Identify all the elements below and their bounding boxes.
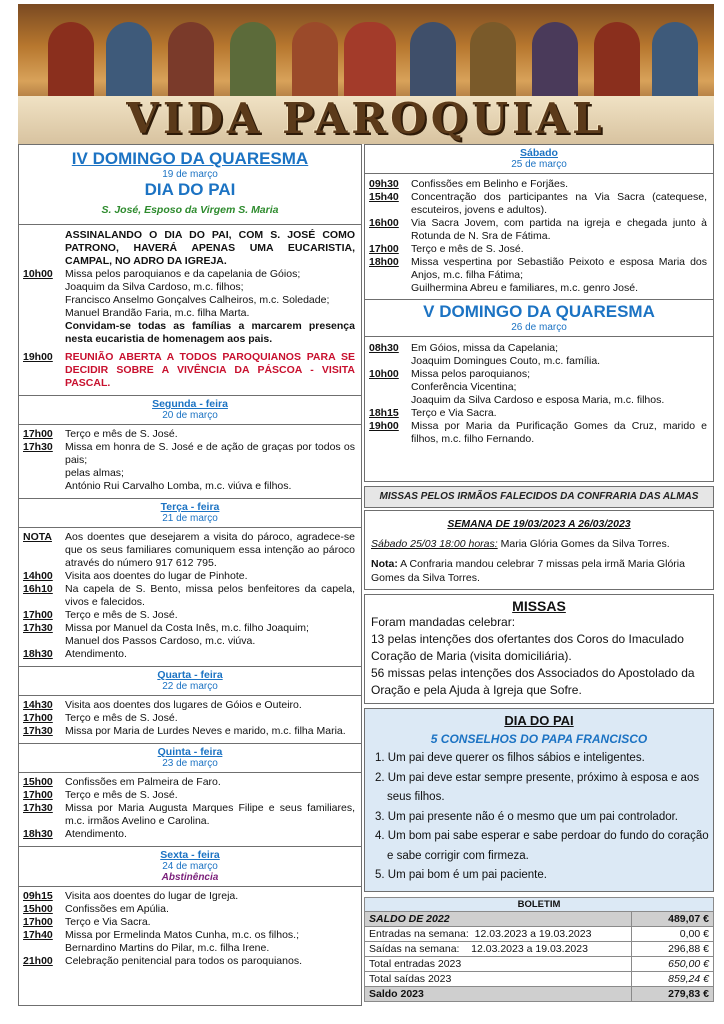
list-item: Concentração dos participantes na Via Sacra (catequese, escuteiros, jovens e adultos).: [411, 191, 707, 216]
table-row: [365, 972, 714, 987]
quinta-date: 23 de março: [162, 758, 218, 769]
boletim-label: Saldo 2023: [365, 987, 632, 1002]
domingo4-date: 19 de março: [162, 169, 218, 180]
boletim-value: 296,88 €: [632, 942, 714, 957]
terca-title: Terça - feira: [160, 501, 220, 513]
time-label: 15h40: [369, 191, 399, 203]
time-label: 19h00: [369, 420, 399, 432]
list-item: Confissões em Palmeira de Faro.: [65, 776, 221, 788]
table-row: [365, 927, 714, 942]
segunda-date: 20 de março: [162, 410, 218, 421]
list-item: Celebração penitencial para todos os paroquianos.: [65, 955, 302, 967]
table-row: [365, 912, 714, 927]
boletim-value: 859,24 €: [632, 972, 714, 987]
time-label: 17h00: [23, 712, 53, 724]
list-item: Joaquim da Silva Cardoso, m.c. filhos;: [65, 281, 244, 293]
missas-title: MISSAS: [512, 598, 566, 614]
list-item: Atendimento.: [65, 648, 127, 660]
boletim-label: Saídas na semana: 12.03.2023 a 19.03.2023: [365, 942, 632, 957]
boletim-value: 0,00 €: [632, 927, 714, 942]
confraria-nota-label: Nota:: [371, 558, 398, 570]
confraria-sat-text: Maria Glória Gomes da Silva Torres.: [497, 538, 670, 550]
table-row: [365, 957, 714, 972]
confraria-header: [364, 486, 714, 508]
list-item: Aos doentes que desejarem a visita do pároco, agradece-se que os seus familiares comuniquem essa intenção ao pároco através do número 917 612 795.: [65, 531, 355, 569]
list-item: Missa por Manuel da Costa Inês, m.c. filho Joaquim;: [65, 622, 309, 634]
boletim-value: 489,07 €: [632, 912, 714, 927]
list-item: Manuel dos Passos Cardoso, m.c. viúva.: [65, 635, 256, 647]
missas-box: [364, 594, 714, 704]
sexta-header: [19, 846, 361, 887]
time-label: 17h30: [23, 802, 53, 814]
time-label: [19, 942, 65, 955]
list-item: Terço e mês de S. José.: [65, 428, 178, 440]
list-item: 5. Um pai bom é um pai paciente.: [375, 869, 547, 881]
segunda-header: [19, 395, 361, 425]
boletim-label: Total entradas 2023: [365, 957, 632, 972]
list-item: 1. Um pai deve querer os filhos sábios e inteligentes.: [375, 752, 645, 764]
list-item: 2. Um pai deve estar sempre presente, próximo à esposa e aos seus filhos.: [375, 771, 700, 803]
list-item: Em Góios, missa da Capelania;: [411, 342, 559, 354]
list-item: Confissões em Apúlia.: [65, 903, 169, 915]
list-item: Visita aos doentes do lugar de Pinhote.: [65, 570, 248, 582]
left-column: [18, 144, 362, 1006]
sabado-list: [365, 174, 713, 299]
domingo4-subtitle2: S. José, Esposo da Virgem S. Maria: [101, 204, 279, 216]
time-label: 18h30: [23, 648, 53, 660]
list-item: Francisco Anselmo Gonçalves Calheiros, m.c. Soledade;: [65, 294, 330, 306]
boletim-value: 650,00 €: [632, 957, 714, 972]
header-banner: [18, 4, 714, 144]
missas-line: 13 pelas intenções dos ofertantes dos Coros do Imaculado Coração de Maria (visita domiciliária).: [371, 632, 684, 663]
time-label: 17h00: [23, 428, 53, 440]
table-row: [365, 942, 714, 957]
boletim-value: 279,83 €: [632, 987, 714, 1002]
time-label: [365, 282, 411, 295]
list-item: Joaquim Domingues Couto, m.c. família.: [411, 355, 601, 367]
list-item: Terço e Via Sacra.: [65, 916, 151, 928]
list-item: Visita aos doentes do lugar de Igreja.: [65, 890, 239, 902]
list-item: Missa em honra de S. José e de ação de graças por todos os pais;: [65, 441, 355, 466]
time-label: 10h00: [23, 268, 53, 280]
time-label: [19, 635, 65, 648]
time-label: 14h30: [23, 699, 53, 711]
list-item: Conferência Vicentina;: [411, 381, 517, 393]
dia-pai-box: [364, 708, 714, 892]
list-item: 4. Um bom pai sabe esperar e sabe perdoar do fundo do coração e sabe corrigir com firmeza.: [375, 830, 709, 862]
confraria-title: MISSAS PELOS IRMÃOS FALECIDOS DA CONFRARIA DAS ALMAS: [365, 487, 713, 507]
list-item: Na capela de S. Bento, missa pelos benfeitores da capela, vivos e falecidos.: [65, 583, 355, 608]
boletim-table: [364, 897, 714, 1002]
quinta-list: [19, 773, 361, 846]
time-label: 17h30: [23, 725, 53, 737]
terca-date: 21 de março: [162, 513, 218, 524]
missas-line: 56 missas pelas intenções dos Associados do Apostolado da Oração e pela Ajuda à Igreja que Sofre.: [371, 666, 695, 697]
list-item: pelas almas;: [65, 467, 124, 479]
missas-line: Foram mandadas celebrar:: [371, 615, 516, 629]
time-label: 16h10: [23, 583, 53, 595]
quinta-title: Quinta - feira: [157, 746, 223, 758]
list-item: Missa por Maria Augusta Marques Filipe e seus familiares, m.c. irmãos Avelino e Carolina.: [65, 802, 355, 827]
sabado-date: 25 de março: [511, 159, 567, 170]
time-label: 19h00: [23, 351, 53, 363]
dia-pai-title: DIA DO PAI: [504, 713, 574, 728]
time-label: 18h00: [369, 256, 399, 268]
terca-list: [19, 528, 361, 666]
quarta-date: 22 de março: [162, 681, 218, 692]
sexta-title: Sexta - feira: [160, 849, 220, 861]
list-item: Atendimento.: [65, 828, 127, 840]
time-label: [365, 394, 411, 407]
list-item: Via Sacra Jovem, com partida na igreja e chegada junto à Rotunda de N. Sra de Fátima.: [411, 217, 707, 242]
time-label: 17h00: [23, 916, 53, 928]
boletim-box: [364, 897, 714, 1002]
domingo4-notice: ASSINALANDO O DIA DO PAI, COM S. JOSÉ COMO PATRONO, HAVERÁ APENAS UMA EUCARISTIA, CAMPAL, NO ADRO DA IGREJA.: [65, 229, 355, 267]
list-item: António Rui Carvalho Lomba, m.c. viúva e filhos.: [65, 480, 292, 492]
quarta-header: [19, 666, 361, 696]
list-item: Bernardino Martins do Pilar, m.c. filha Irene.: [65, 942, 270, 954]
confraria-box: [364, 510, 714, 590]
sexta-list: [19, 887, 361, 972]
boletim-label: SALDO DE 2022: [365, 912, 632, 927]
list-item: Missa pelos paroquianos;: [411, 368, 531, 380]
time-label: 17h40: [23, 929, 53, 941]
domingo4-title: IV DOMINGO DA QUARESMA: [71, 149, 309, 168]
time-label: 21h00: [23, 955, 53, 967]
quarta-list: [19, 696, 361, 743]
time-label: 17h00: [23, 789, 53, 801]
time-label: 17h30: [23, 441, 53, 453]
domingo5-date: 26 de março: [511, 322, 567, 333]
list-item: Terço e mês de S. José.: [411, 243, 524, 255]
list-item: Terço e Via Sacra.: [411, 407, 497, 419]
time-label: 08h30: [369, 342, 399, 354]
dia-pai-subtitle: 5 CONSELHOS DO PAPA FRANCISCO: [430, 732, 648, 746]
list-item: 3. Um pai presente não é o mesmo que um pai controlador.: [375, 810, 679, 823]
domingo4-red-notice: REUNIÃO ABERTA A TODOS PAROQUIANOS PARA SE DECIDIR SOBRE A VIVÊNCIA DA PÁSCOA - VISITA PASCAL.: [65, 351, 355, 389]
time-label: 14h00: [23, 570, 53, 582]
sabado-domingo-box: [364, 144, 714, 482]
time-label: 17h30: [23, 622, 53, 634]
confraria-week: SEMANA DE 19/03/2023 A 26/03/2023: [447, 518, 631, 530]
confraria-nota-text: A Confraria mandou celebrar 7 missas pela irmã Maria Glória Gomes da Silva Torres.: [371, 558, 685, 584]
time-label: [365, 355, 411, 368]
domingo4-invite: Convidam-se todas as famílias a marcarem presença nesta eucaristia de homenagem aos pais.: [65, 320, 355, 345]
time-label: 18h15: [369, 407, 399, 419]
boletim-label: Total saídas 2023: [365, 972, 632, 987]
list-item: Terço e mês de S. José.: [65, 609, 178, 621]
quinta-header: [19, 743, 361, 773]
time-label: NOTA: [23, 531, 52, 543]
boletim-label: Entradas na semana: 12.03.2023 a 19.03.2023: [365, 927, 632, 942]
time-label: 16h00: [369, 217, 399, 229]
time-label: 10h00: [369, 368, 399, 380]
domingo5-title: V DOMINGO DA QUARESMA: [423, 302, 655, 321]
time-label: 18h30: [23, 828, 53, 840]
segunda-list: [19, 425, 361, 498]
list-item: Terço e mês de S. José.: [65, 789, 178, 801]
list-item: Terço e mês de S. José.: [65, 712, 178, 724]
sexta-note: Abstinência: [161, 872, 219, 883]
time-label: [19, 467, 65, 480]
time-label: 09h30: [369, 178, 399, 190]
list-item: Missa pelos paroquianos e da capelania de Góios;: [65, 268, 301, 280]
time-label: 17h00: [369, 243, 399, 255]
time-label: [19, 480, 65, 493]
time-label: 17h00: [23, 609, 53, 621]
list-item: Joaquim da Silva Cardoso e esposa Maria, m.c. filhos.: [411, 394, 665, 406]
sabado-title: Sábado: [520, 147, 558, 159]
quarta-title: Quarta - feira: [157, 669, 223, 681]
terca-header: [19, 498, 361, 528]
time-label: 15h00: [23, 903, 53, 915]
domingo4-subtitle: DIA DO PAI: [144, 180, 236, 199]
list-item: Missa por Maria da Purificação Gomes da Cruz, marido e filhos, m.c. filho Fernando.: [411, 420, 707, 445]
confraria-sat-label: Sábado 25/03 18:00 horas:: [371, 538, 498, 550]
segunda-title: Segunda - feira: [152, 398, 228, 410]
list-item: Missa vespertina por Sebastião Peixoto e esposa Maria dos Anjos, m.c. filha Fátima;: [411, 256, 707, 281]
time-label: 09h15: [23, 890, 53, 902]
boletim-title: BOLETIM: [365, 898, 714, 912]
table-row: [365, 987, 714, 1002]
sexta-date: 24 de março: [162, 861, 218, 872]
time-label: [365, 381, 411, 394]
list-item: Missa por Maria de Lurdes Neves e marido, m.c. filha Maria.: [65, 725, 346, 737]
list-item: Confissões em Belinho e Forjães.: [411, 178, 568, 190]
domingo5-list: [365, 337, 713, 449]
page-title: VIDA PAROQUIAL: [126, 94, 606, 143]
list-item: Visita aos doentes dos lugares de Góios e Outeiro.: [65, 699, 302, 711]
list-item: Manuel Brandão Faria, m.c. filha Marta.: [65, 307, 250, 319]
time-label: 15h00: [23, 776, 53, 788]
list-item: Missa por Ermelinda Matos Cunha, m.c. os filhos.;: [65, 929, 300, 941]
list-item: Guilhermina Abreu e familiares, m.c. genro José.: [411, 282, 639, 294]
